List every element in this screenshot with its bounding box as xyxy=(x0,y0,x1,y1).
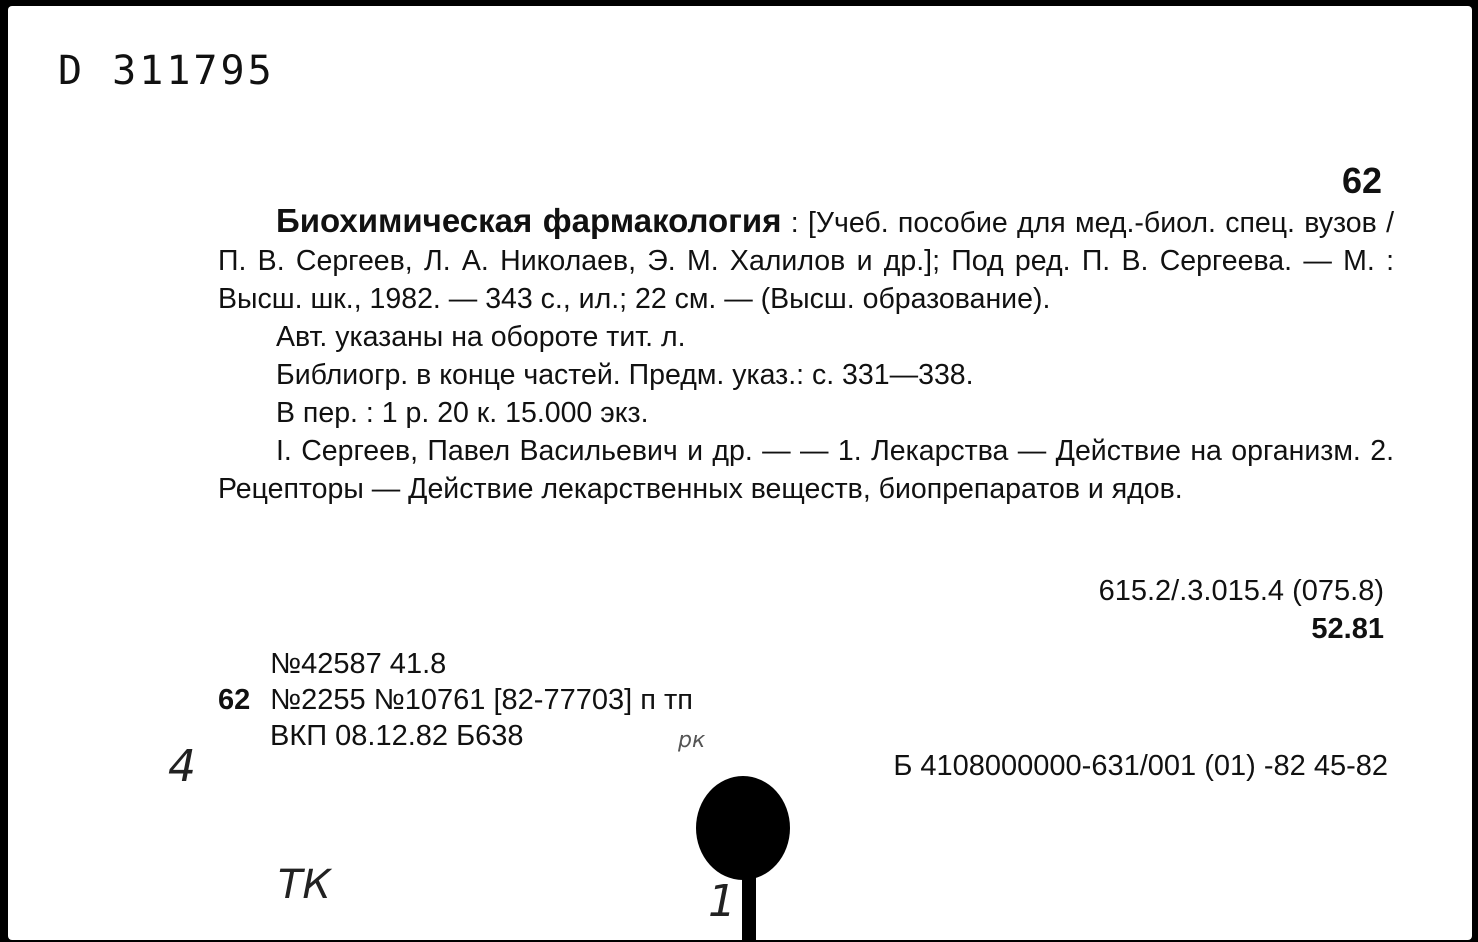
tech-line-3: ВКП 08.12.82 Б638 xyxy=(270,720,524,752)
subject-headings: I. Сергеев, Павел Васильевич и др. — — 1. Лекарства — Действие на организм. 2. Рецепторы — Действие лекарственных веществ, биопрепаратов и ядов. xyxy=(218,435,1394,505)
bbk-index: 52.81 xyxy=(1311,613,1384,645)
note-authors: Авт. указаны на обороте тит. л. xyxy=(276,321,686,353)
handwritten-tk: ТК xyxy=(278,862,331,908)
catalog-card xyxy=(8,6,1472,940)
classification-indexes xyxy=(1099,572,1384,648)
description-text: : [Учеб. пособие для мед.-биол. спец. вузов / П. В. Сергеев, Л. А. Николаев, Э. М. Халилов и др.]; Под ред. П. В. Сергеева. — М. : Высш. шк., 1982. — 343 с., ил.; 22 см. — (Высш. образование). xyxy=(218,207,1395,315)
book-title: Биохимическая фармакология xyxy=(276,202,782,239)
tech-class-number: 62 xyxy=(218,684,251,716)
bibliographic-description xyxy=(218,202,1394,508)
handwritten-one: 1 xyxy=(708,876,736,927)
handwritten-margin-mark: 4 xyxy=(168,741,196,792)
udc-index: 615.2/.3.015.4 (075.8) xyxy=(1098,575,1384,607)
main-entry xyxy=(218,202,1394,318)
technical-data xyxy=(218,646,693,754)
tech-line-1: №42587 41.8 xyxy=(270,648,447,680)
punch-hole-stem xyxy=(742,866,756,940)
isbn-line: Б 4108000000-631/001 (01) -82 45-82 xyxy=(893,750,1388,782)
punch-hole xyxy=(696,776,790,880)
note-price: В пер. : 1 р. 20 к. 15.000 экз. xyxy=(276,397,649,429)
inventory-stamp: D 311795 xyxy=(58,48,275,94)
note-bibliography: Библиогр. в конце частей. Предм. указ.: с. 331—338. xyxy=(276,359,974,391)
class-number: 62 xyxy=(1341,160,1382,201)
handwritten-initials: рк xyxy=(678,728,706,753)
tech-line-2: №2255 №10761 [82-77703] п тп xyxy=(270,684,693,716)
